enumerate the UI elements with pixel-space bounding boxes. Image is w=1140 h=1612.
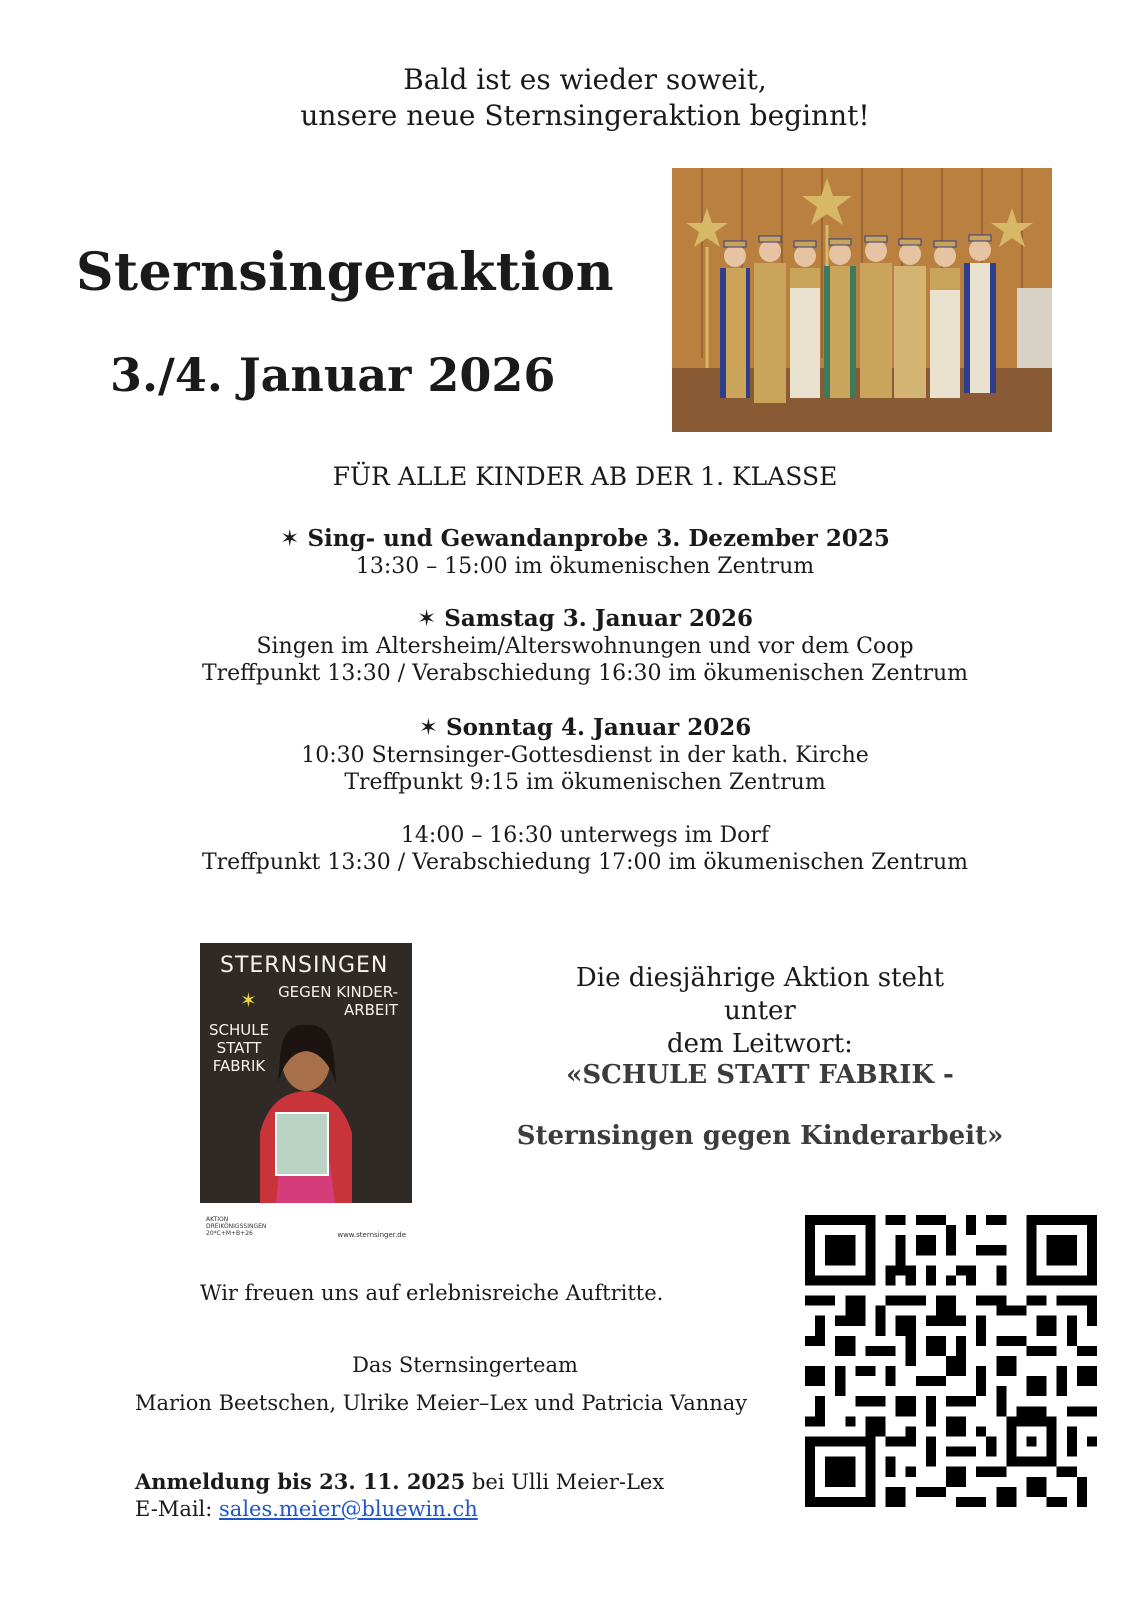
motto-line-2: Sternsingen gegen Kinderarbeit» xyxy=(516,1121,1004,1151)
team-name: Das Sternsingerteam xyxy=(352,1353,578,1377)
email-link[interactable]: sales.meier@bluewin.ch xyxy=(219,1497,478,1521)
schedule-line: Treffpunkt 13:30 / Verabschiedung 16:30 im ökumenischen Zentrum xyxy=(201,661,969,686)
star-icon: ✶ xyxy=(417,606,437,632)
poster-slogan: SCHULE STATT FABRIK xyxy=(208,1021,270,1075)
email-line xyxy=(135,1496,664,1523)
registration-line: Anmeldung bis 23. 11. 2025 bei Ulli Meier-Lex xyxy=(135,1469,665,1494)
intro-line-1: Bald ist es wieder soweit, xyxy=(403,63,767,96)
campaign-poster xyxy=(200,943,412,1243)
team-members: Marion Beetschen, Ulrike Meier–Lex und Patricia Vannay xyxy=(135,1391,748,1415)
schedule-item-1 xyxy=(0,525,1140,580)
motto-line-1: «SCHULE STATT FABRIK - xyxy=(566,1060,954,1090)
schedule-item-2 xyxy=(0,605,1140,687)
schedule-item-3 xyxy=(0,714,1140,796)
schedule-item-4 xyxy=(0,822,1140,876)
group-photo-illustration xyxy=(672,168,1052,432)
schedule-heading: ✶ Samstag 3. Januar 2026 xyxy=(417,605,753,632)
poster-logo: AKTION DREIKÖNIGSSINGEN 20*C+M+B+26 xyxy=(206,1216,267,1237)
poster-footer xyxy=(200,1203,412,1243)
poster-url: www.sternsinger.de xyxy=(337,1231,406,1239)
star-icon: ✶ xyxy=(418,715,438,741)
svg-text:✶: ✶ xyxy=(240,988,257,1012)
poster-title: STERNSINGEN xyxy=(220,953,389,978)
target-group: FÜR ALLE KINDER AB DER 1. KLASSE xyxy=(332,462,838,491)
email-label: E-Mail: xyxy=(135,1497,220,1521)
schedule-line: 10:30 Sternsinger-Gottesdienst in der kath. Kirche xyxy=(301,743,869,768)
poster-subtitle: GEGEN KINDER- ARBEIT xyxy=(278,983,398,1019)
page-title: Sternsingeraktion xyxy=(76,242,615,303)
schedule-line: Treffpunkt 13:30 / Verabschiedung 17:00 im ökumenischen Zentrum xyxy=(201,850,969,875)
intro-text xyxy=(0,62,1140,134)
schedule-line: Singen im Altersheim/Alterswohnungen und vor dem Coop xyxy=(256,634,914,659)
group-photo xyxy=(672,168,1052,432)
star-icon: ✶ xyxy=(280,526,300,552)
schedule-line: Treffpunkt 9:15 im ökumenischen Zentrum xyxy=(344,770,826,795)
schedule-line: 14:00 – 16:30 unterwegs im Dorf xyxy=(400,823,770,848)
schedule-heading: ✶ Sonntag 4. Januar 2026 xyxy=(418,714,752,741)
schedule-line: 13:30 – 15:00 im ökumenischen Zentrum xyxy=(355,554,815,579)
registration xyxy=(135,1468,664,1523)
registration-deadline: Anmeldung bis 23. 11. 2025 xyxy=(135,1469,466,1494)
closing-wish: Wir freuen uns auf erlebnisreiche Auftritte. xyxy=(200,1281,664,1305)
intro-line-2: unsere neue Sternsingeraktion beginnt! xyxy=(300,99,870,132)
motto-intro: Die diesjährige Aktion steht unter dem Leitwort: xyxy=(575,963,945,1059)
schedule-heading: ✶ Sing- und Gewandanprobe 3. Dezember 2025 xyxy=(280,525,890,552)
event-date: 3./4. Januar 2026 xyxy=(110,348,556,402)
